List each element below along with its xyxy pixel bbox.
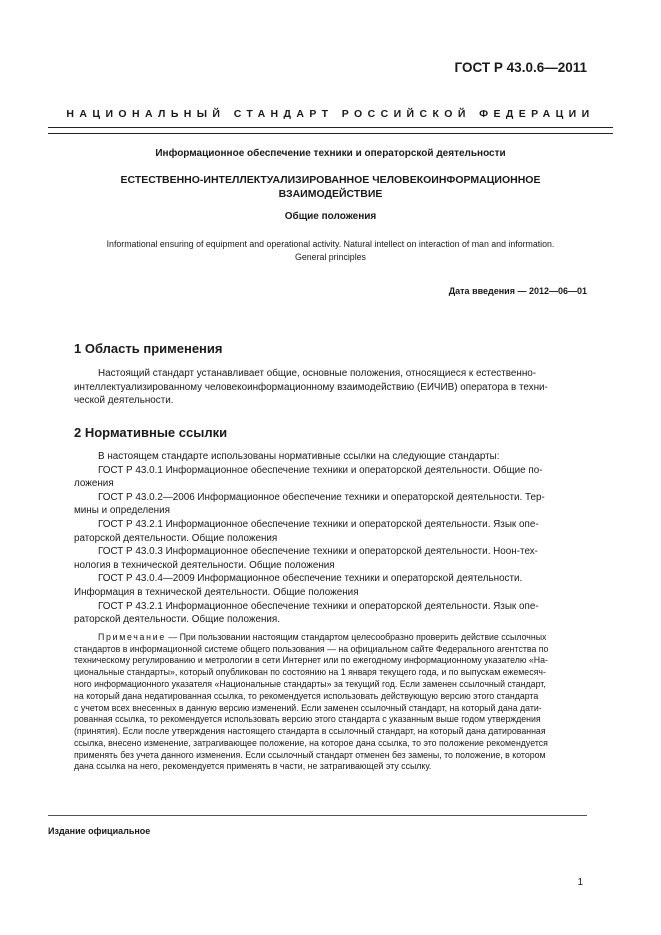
- english-title: [48, 238, 613, 263]
- reference-line: раторской деятельности. Общие положения: [74, 532, 278, 544]
- section-1-line: Настоящий стандарт устанавливает общие, основные положения, относящиеся к естественно-: [98, 368, 537, 379]
- note-line: на который дана недатированная ссылка, то рекомендуется использовать действующую версию этого стандарта: [74, 690, 539, 701]
- note-line: дана ссылка на него, рекомендуется применять в части, не затрагивающей эту ссылку.: [74, 761, 432, 772]
- note-line: применять без учета данного изменения. Если ссылочный стандарт отменен без замены, то положение, в котором: [74, 749, 546, 760]
- note-line: стандартов в информационной системе общего пользования — на официальном сайте Федерального агентства по: [74, 643, 549, 654]
- gost-code: ГОСТ Р 43.0.6—2011: [454, 60, 587, 75]
- note-line: ссылка, внесено изменение, затрагивающее положение, на которое дана ссылка, то это положение рекомендуется: [74, 737, 548, 748]
- title-line-1: ЕСТЕСТВЕННО-ИНТЕЛЛЕКТУАЛИЗИРОВАННОЕ ЧЕЛОВЕКОИНФОРМАЦИОННОЕ: [120, 174, 541, 186]
- note-first-line: [74, 632, 586, 644]
- reference-line: ГОСТ Р 43.0.2—2006 Информационное обеспечение техники и операторской деятельности. Тер-: [98, 491, 545, 503]
- section-1-heading: 1 Область применения: [74, 341, 223, 356]
- page-number: 1: [577, 877, 583, 888]
- official-edition-label: Издание официальное: [48, 826, 151, 836]
- national-standard-banner: НАЦИОНАЛЬНЫЙ СТАНДАРТ РОССИЙСКОЙ ФЕДЕРАЦИИ: [66, 108, 595, 120]
- section-scope: [74, 341, 586, 408]
- reference-line: ГОСТ Р 43.0.4—2009 Информационное обеспечение техники и операторской деятельности.: [98, 573, 523, 585]
- reference-line: нология в технической деятельности. Общие положения: [74, 559, 335, 571]
- note-label: Примечание: [98, 631, 166, 642]
- section-1-line: ческой деятельности.: [74, 395, 174, 407]
- note-line: рованная ссылка, то рекомендуется использовать версию этого стандарта с указанным выше годом утверждения: [74, 714, 541, 725]
- introduction-date: Дата введения — 2012—06—01: [448, 286, 587, 296]
- note-line: ного информационного указателя «Национальные стандарты» за текущий год. Если заменен ссылочный стандарт,: [74, 678, 546, 689]
- reference-line: ГОСТ Р 43.2.1 Информационное обеспечение техники и операторской деятельности. Язык опе-: [98, 600, 539, 612]
- note-line: техническому регулированию и метрологии в сети Интернет или по ежегодному информационному указателю «На-: [74, 655, 548, 666]
- note-line: (принятия). Если после утверждения настоящего стандарта в ссылочный стандарт, на который дана датированная: [74, 726, 546, 737]
- reference-line: ГОСТ Р 43.2.1 Информационное обеспечение техники и операторской деятельности. Язык опе-: [98, 518, 539, 530]
- section-1-line: интеллектуализированному человекоинформационному взаимодействию (ЕИЧИВ) оператора в техни-: [74, 381, 548, 393]
- standard-subtitle: Общие положения: [284, 211, 377, 222]
- reference-line: ложения: [74, 478, 114, 490]
- banner-rule-bottom: [48, 133, 613, 134]
- reference-line: мины и определения: [74, 505, 170, 517]
- section-normative-references: [74, 425, 586, 773]
- reference-line: Информация в технической деятельности. Общие положения: [74, 586, 359, 598]
- english-title-line-1: Informational ensuring of equipment and operational activity. Natural intellect on interaction of man and information.: [106, 239, 555, 249]
- footer-divider: [48, 815, 587, 816]
- note-line: циональные стандарты», который опубликован по состоянию на 1 января текущего года, и по выпускам ежемесяч-: [74, 667, 546, 678]
- reference-line: ГОСТ Р 43.0.1 Информационное обеспечение техники и операторской деятельности. Общие по-: [98, 464, 543, 476]
- note-first-text: — При пользовании настоящим стандартом целесообразно проверить действие ссылочных: [165, 631, 547, 642]
- reference-line: раторской деятельности. Общие положения.: [74, 614, 281, 626]
- standard-title: [48, 173, 613, 201]
- reference-line: ГОСТ Р 43.0.3 Информационное обеспечение техники и операторской деятельности. Ноон-тех-: [98, 546, 538, 558]
- section-2-intro: В настоящем стандарте использованы нормативные ссылки на следующие стандарты:: [98, 451, 500, 462]
- note-line: с учетом всех внесенных в данную версию изменений. Если заменен ссылочный стандарт, на который дана дати-: [74, 702, 542, 713]
- standard-series: Информационное обеспечение техники и операторской деятельности: [155, 148, 506, 159]
- section-2-heading: 2 Нормативные ссылки: [74, 425, 228, 440]
- title-line-2: ВЗАИМОДЕЙСТВИЕ: [278, 188, 383, 200]
- english-title-line-2: General principles: [295, 251, 366, 262]
- banner-rule-top: [48, 127, 613, 128]
